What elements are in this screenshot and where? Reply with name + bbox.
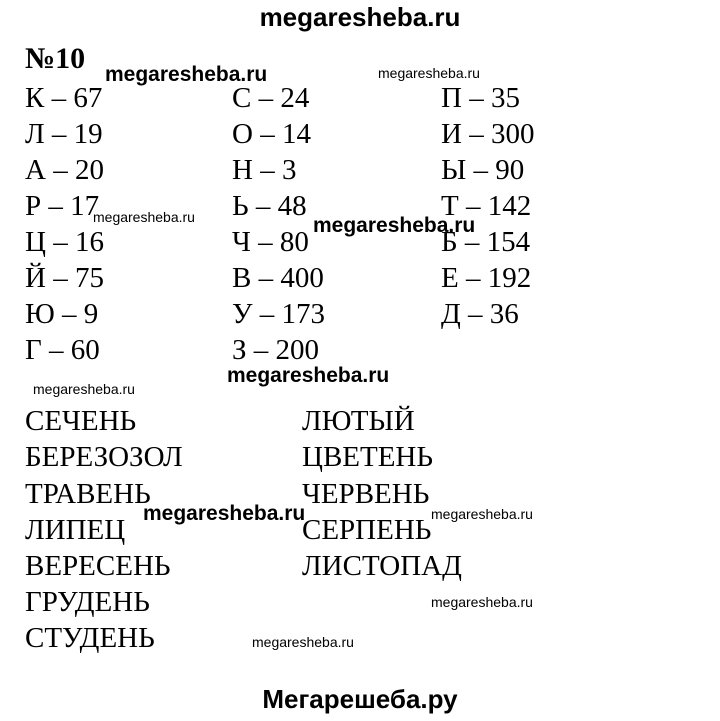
month-word: ЛЮТЫЙ: [302, 405, 415, 437]
letter-value-entry: Б – 154: [441, 226, 531, 258]
month-word: ЦВЕТЕНЬ: [302, 441, 434, 473]
letter-value-entry: З – 200: [232, 334, 320, 366]
watermark: megaresheba.ru: [33, 381, 135, 397]
month-word: ТРАВЕНЬ: [25, 478, 151, 510]
site-footer: Мегарешеба.ру: [262, 684, 458, 714]
month-word: БЕРЕЗОЗОЛ: [25, 441, 183, 473]
watermark: megaresheba.ru: [431, 506, 533, 522]
month-word: ВЕРЕСЕНЬ: [25, 550, 171, 582]
letter-value-entry: Ы – 90: [441, 154, 525, 186]
letter-value-entry: И – 300: [441, 118, 535, 150]
watermark: megaresheba.ru: [227, 364, 390, 387]
month-word: СЕРПЕНЬ: [302, 514, 432, 546]
watermark: megaresheba.ru: [105, 63, 268, 86]
watermark: megaresheba.ru: [378, 65, 480, 81]
month-word: СТУДЕНЬ: [25, 622, 155, 654]
month-word: СЕЧЕНЬ: [25, 405, 137, 437]
letter-value-entry: Т – 142: [441, 190, 532, 222]
watermark: megaresheba.ru: [431, 594, 533, 610]
letter-value-entry: Л – 19: [25, 118, 103, 150]
month-word: ЛИПЕЦ: [25, 514, 126, 546]
letter-value-entry: Е – 192: [441, 262, 532, 294]
letter-value-entry: В – 400: [232, 262, 324, 294]
letter-value-entry: Н – 3: [232, 154, 297, 186]
watermark: megaresheba.ru: [252, 634, 354, 650]
letter-value-entry: Р – 17: [25, 190, 100, 222]
letter-value-entry: Г – 60: [25, 334, 100, 366]
letter-value-entry: С – 24: [232, 82, 310, 114]
site-header: megaresheba.ru: [259, 2, 461, 32]
watermark: megaresheba.ru: [93, 209, 195, 225]
letter-value-entry: Й – 75: [25, 262, 104, 294]
letter-value-entry: Ь – 48: [232, 190, 307, 222]
letter-value-entry: П – 35: [441, 82, 520, 114]
letter-value-entry: Ч – 80: [232, 226, 309, 258]
letter-value-entry: К – 67: [25, 82, 103, 114]
letter-value-entry: Ю – 9: [25, 298, 99, 330]
letter-value-entry: Ц – 16: [25, 226, 104, 258]
month-word: ЧЕРВЕНЬ: [302, 478, 430, 510]
watermark: megaresheba.ru: [143, 502, 306, 525]
month-word: ГРУДЕНЬ: [25, 586, 150, 618]
letter-value-entry: О – 14: [232, 118, 311, 150]
letter-value-entry: У – 173: [232, 298, 326, 330]
watermark: megaresheba.ru: [313, 214, 476, 237]
task-number: №10: [25, 42, 86, 75]
month-word: ЛИСТОПАД: [302, 550, 462, 582]
letter-value-entry: Д – 36: [441, 298, 519, 330]
letter-value-entry: А – 20: [25, 154, 104, 186]
